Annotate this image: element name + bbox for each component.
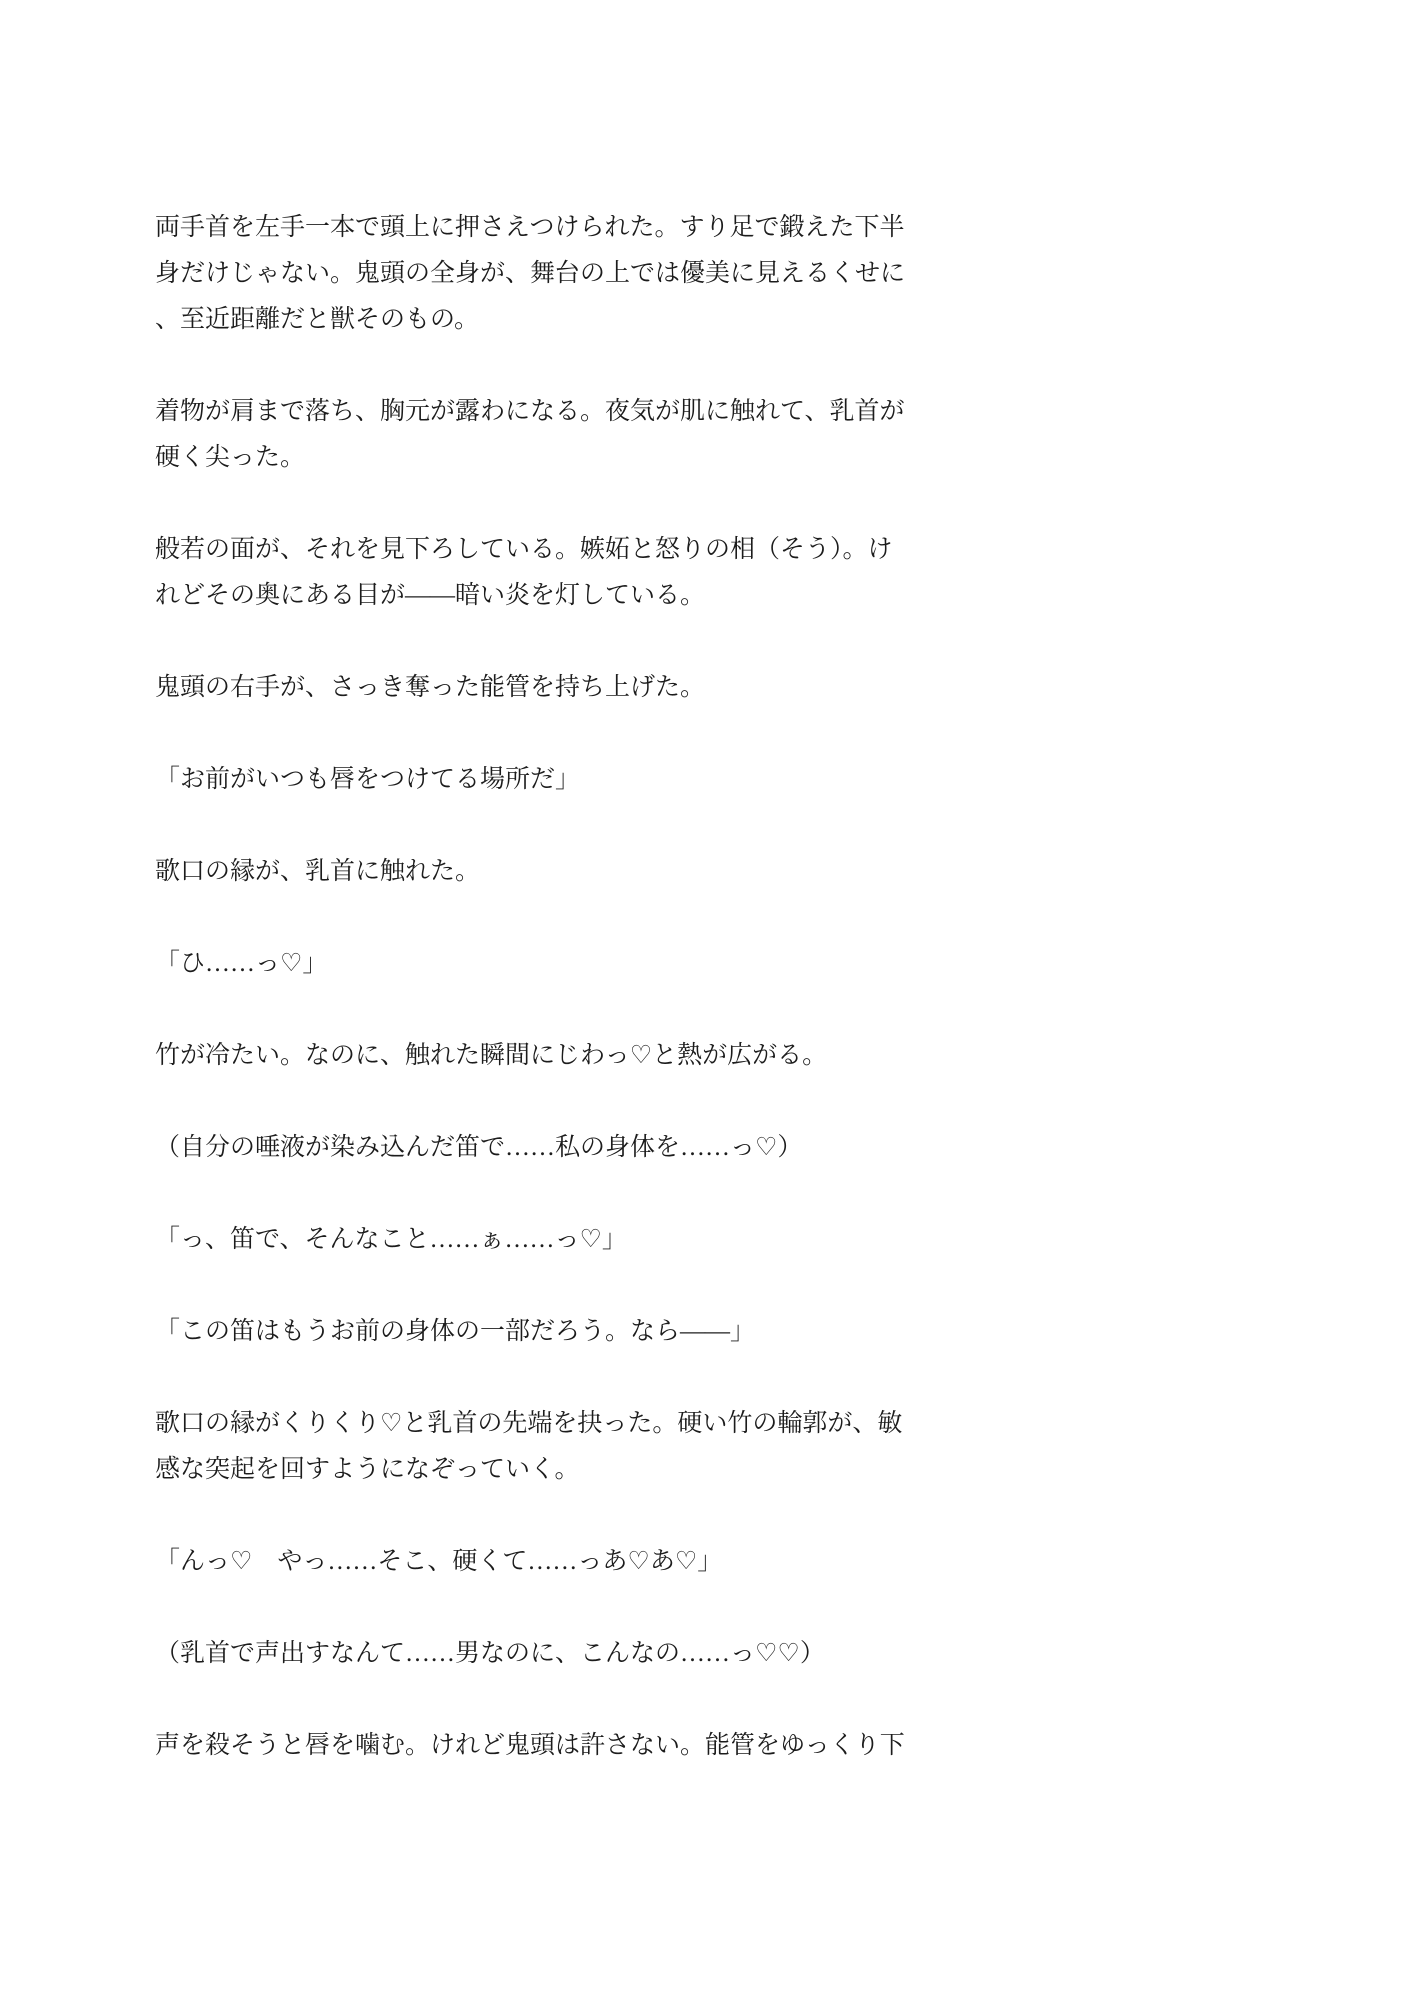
text-line: 硬く尖った。 — [155, 444, 306, 471]
text-line: 竹が冷たい。なのに、触れた瞬間にじわっ♡と熱が広がる。 — [155, 1042, 828, 1069]
paragraph — [155, 1033, 945, 1079]
text-line: 般若の面が、それを見下ろしている。嫉妬と怒りの相（そう）。け — [155, 536, 893, 563]
text-line: 歌口の縁が、乳首に触れた。 — [155, 858, 481, 885]
text-line: 感な突起を回すようになぞっていく。 — [155, 1456, 580, 1483]
text-line: 歌口の縁がくりくり♡と乳首の先端を抉った。硬い竹の輪郭が、敏 — [155, 1410, 903, 1437]
document-body — [155, 205, 945, 1769]
text-line: 身だけじゃない。鬼頭の全身が、舞台の上では優美に見えるくせに — [155, 260, 906, 287]
paragraph — [155, 1723, 945, 1769]
text-line: 、至近距離だと獣そのもの。 — [155, 306, 480, 333]
text-line: 両手首を左手一本で頭上に押さえつけられた。すり足で鍛えた下半 — [155, 214, 905, 241]
text-line: 「ひ……っ♡」 — [155, 950, 328, 977]
paragraph — [155, 757, 945, 803]
paragraph — [155, 1125, 945, 1171]
text-line: れどその奥にある目が——暗い炎を灯している。 — [155, 582, 706, 609]
text-line: （乳首で声出すなんて……男なのに、こんなの……っ♡♡） — [155, 1640, 825, 1667]
text-line: （自分の唾液が染み込んだ笛で……私の身体を……っ♡） — [155, 1134, 803, 1161]
paragraph — [155, 665, 945, 711]
paragraph — [155, 205, 945, 343]
paragraph — [155, 1217, 945, 1263]
text-line: 「この笛はもうお前の身体の一部だろう。なら——」 — [155, 1318, 756, 1345]
paragraph — [155, 941, 945, 987]
paragraph — [155, 1539, 945, 1585]
text-line: 声を殺そうと唇を噛む。けれど鬼頭は許さない。能管をゆっくり下 — [155, 1732, 905, 1759]
paragraph — [155, 849, 945, 895]
paragraph — [155, 527, 945, 619]
paragraph — [155, 389, 945, 481]
paragraph — [155, 1631, 945, 1677]
text-line: 「んっ♡ やっ……そこ、硬くて……っあ♡あ♡」 — [155, 1548, 723, 1575]
text-line: 「っ、笛で、そんなこと……ぁ……っ♡」 — [155, 1226, 627, 1253]
text-line: 着物が肩まで落ち、胸元が露わになる。夜気が肌に触れて、乳首が — [155, 398, 905, 425]
paragraph — [155, 1401, 945, 1493]
text-line: 「お前がいつも唇をつけてる場所だ」 — [155, 766, 581, 793]
paragraph — [155, 1309, 945, 1355]
text-line: 鬼頭の右手が、さっき奪った能管を持ち上げた。 — [155, 674, 706, 701]
